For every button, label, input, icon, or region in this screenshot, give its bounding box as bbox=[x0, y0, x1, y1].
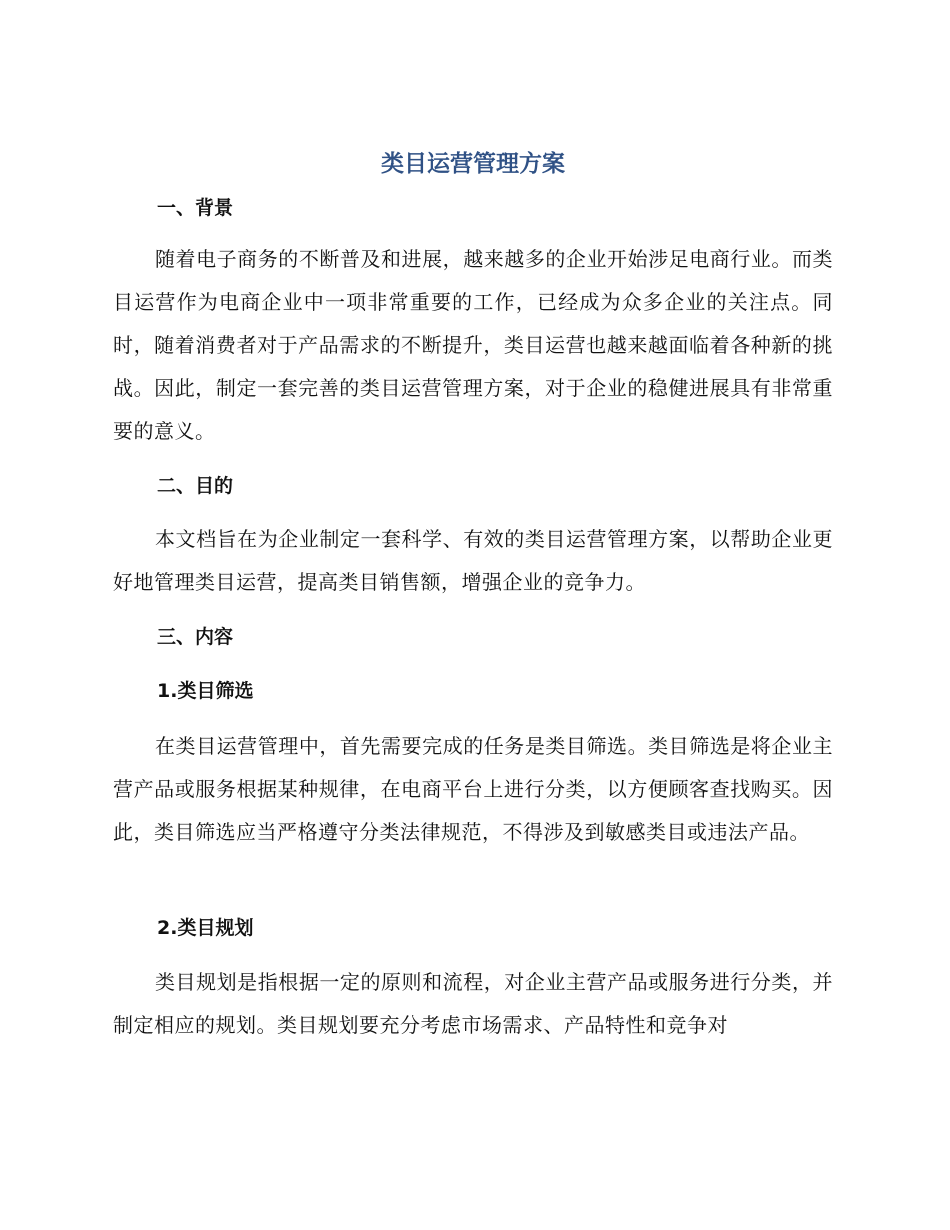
document-title: 类目运营管理方案 bbox=[381, 151, 565, 177]
section-heading-content: 三、内容 bbox=[157, 626, 234, 648]
section-paragraph-background: 随着电子商务的不断普及和进展，越来越多的企业开始涉足电商行业。而类目运营作为电商企业中一项非常重要的工作，已经成为众多企业的关注点。同时，随着消费者对于产品需求的不断提升，类目运营也越来越面临着各种新的挑战。因此，制定一套完善的类目运营管理方案，对于企业的稳健进展具有非常重要的意义。 bbox=[113, 247, 833, 443]
subsection-paragraph-category-planning: 类目规划是指根据一定的原则和流程，对企业主营产品或服务进行分类，并制定相应的规划。类目规划要充分考虑市场需求、产品特性和竞争对 bbox=[113, 970, 833, 1037]
subsection-heading-category-screening: 1.类目筛选 bbox=[157, 680, 254, 702]
section-paragraph-purpose: 本文档旨在为企业制定一套科学、有效的类目运营管理方案，以帮助企业更好地管理类目运营，提高类目销售额，增强企业的竞争力。 bbox=[113, 527, 833, 594]
section-heading-background: 一、背景 bbox=[157, 197, 234, 219]
subsection-paragraph-category-screening: 在类目运营管理中，首先需要完成的任务是类目筛选。类目筛选是将企业主营产品或服务根据某种规律，在电商平台上进行分类，以方便顾客查找购买。因此，类目筛选应当严格遵守分类法律规范，不得涉及到敏感类目或违法产品。 bbox=[113, 734, 833, 844]
section-heading-purpose: 二、目的 bbox=[157, 475, 234, 497]
subsection-heading-category-planning: 2.类目规划 bbox=[157, 917, 254, 939]
